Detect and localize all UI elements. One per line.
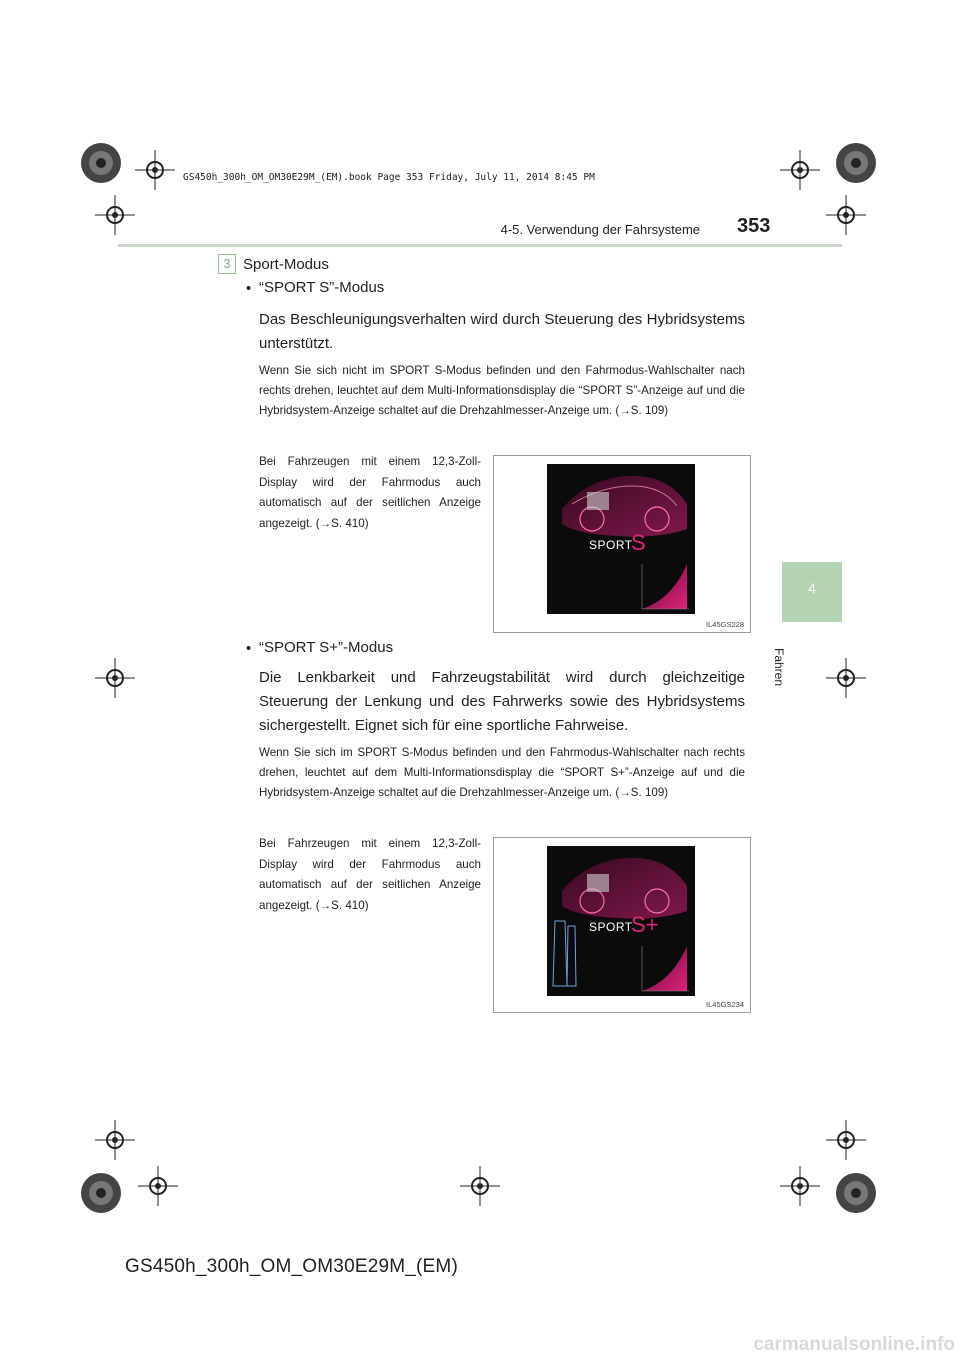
registration-mark	[833, 140, 879, 186]
crosshair-mark	[780, 150, 820, 190]
crosshair-mark	[460, 1166, 500, 1206]
registration-mark	[78, 140, 124, 186]
footer-code: GS450h_300h_OM_OM30E29M_(EM)	[125, 1256, 458, 1277]
watermark-text: carmanualsonline.info	[753, 1334, 955, 1355]
crosshair-mark	[95, 1120, 135, 1160]
registration-mark	[833, 1170, 879, 1216]
page-number: 353	[737, 215, 771, 237]
mode-indicator: S	[631, 530, 646, 555]
display-figure	[493, 455, 751, 633]
display-figure	[493, 837, 751, 1013]
header-rule	[118, 244, 842, 247]
mode-note: Wenn Sie sich im SPORT S-Modus befinden und den Fahrmodus-Wahlschalter nach rechts drehen, leuchtet auf dem Multi-Informationsdisplay die “SPORT S+”-Anzeige auf und die Hybridsystem-Anzeige schaltet auf die Drehzahlmesser-Anzeige um. (→S. 109)	[259, 746, 745, 799]
crosshair-mark	[826, 1120, 866, 1160]
mode-title: “SPORT S+”-Modus	[259, 639, 394, 656]
crosshair-mark	[826, 658, 866, 698]
mode-note: Wenn Sie sich nicht im SPORT S-Modus befinden und den Fahrmodus-Wahlschalter nach rechts drehen, leuchtet auf dem Multi-Informationsdisplay die “SPORT S”-Anzeige auf und die Hybridsystem-Anzeige schaltet auf die Drehzahlmesser-Anzeige um. (→S. 109)	[259, 364, 745, 417]
display-screen	[547, 846, 695, 996]
sport-label: SPORT	[589, 538, 633, 552]
bullet: •	[246, 280, 252, 297]
figure-note: Bei Fahrzeugen mit einem 12,3-Zoll-Display wird der Fahrmodus auch automatisch auf der seitlichen Anzeige angezeigt. (→S. 410)	[259, 455, 481, 530]
mode-description: Die Lenkbarkeit und Fahrzeugstabilität wird durch gleichzeitige Steuerung der Lenkung und des Fahrwerks sowie des Hybridsystems sichergestellt. Eignet sich für eine sportliche Fahrweise.	[259, 669, 745, 734]
crosshair-mark	[95, 658, 135, 698]
figure-code: IL45GS228	[706, 620, 744, 629]
mode-description: Das Beschleunigungsverhalten wird durch Steuerung des Hybridsystems unterstützt.	[259, 311, 745, 352]
crosshair-mark	[95, 195, 135, 235]
watermark	[690, 1328, 960, 1358]
display-screen	[547, 464, 695, 614]
mode-title: “SPORT S”-Modus	[259, 279, 385, 296]
crosshair-mark	[780, 1166, 820, 1206]
item-number-badge: 3	[218, 254, 236, 274]
chapter-label: Fahren	[772, 648, 786, 687]
mode-indicator: S+	[631, 912, 659, 937]
item-heading: Sport-Modus	[243, 256, 329, 273]
section-title: 4-5. Verwendung der Fahrsysteme	[500, 222, 700, 237]
figure-note: Bei Fahrzeugen mit einem 12,3-Zoll-Display wird der Fahrmodus auch automatisch auf der seitlichen Anzeige angezeigt. (→S. 410)	[259, 837, 481, 912]
registration-mark	[78, 1170, 124, 1216]
figure-code: IL45GS234	[706, 1000, 744, 1009]
sport-label: SPORT	[589, 920, 633, 934]
crosshair-mark	[826, 195, 866, 235]
crosshair-mark	[138, 1166, 178, 1206]
book-info-line: GS450h_300h_OM_OM30E29M_(EM).book Page 353 Friday, July 11, 2014 8:45 PM	[183, 172, 595, 183]
bullet: •	[246, 640, 252, 657]
chapter-tab	[782, 562, 842, 622]
chapter-number: 4	[808, 580, 816, 596]
crosshair-mark	[135, 150, 175, 190]
